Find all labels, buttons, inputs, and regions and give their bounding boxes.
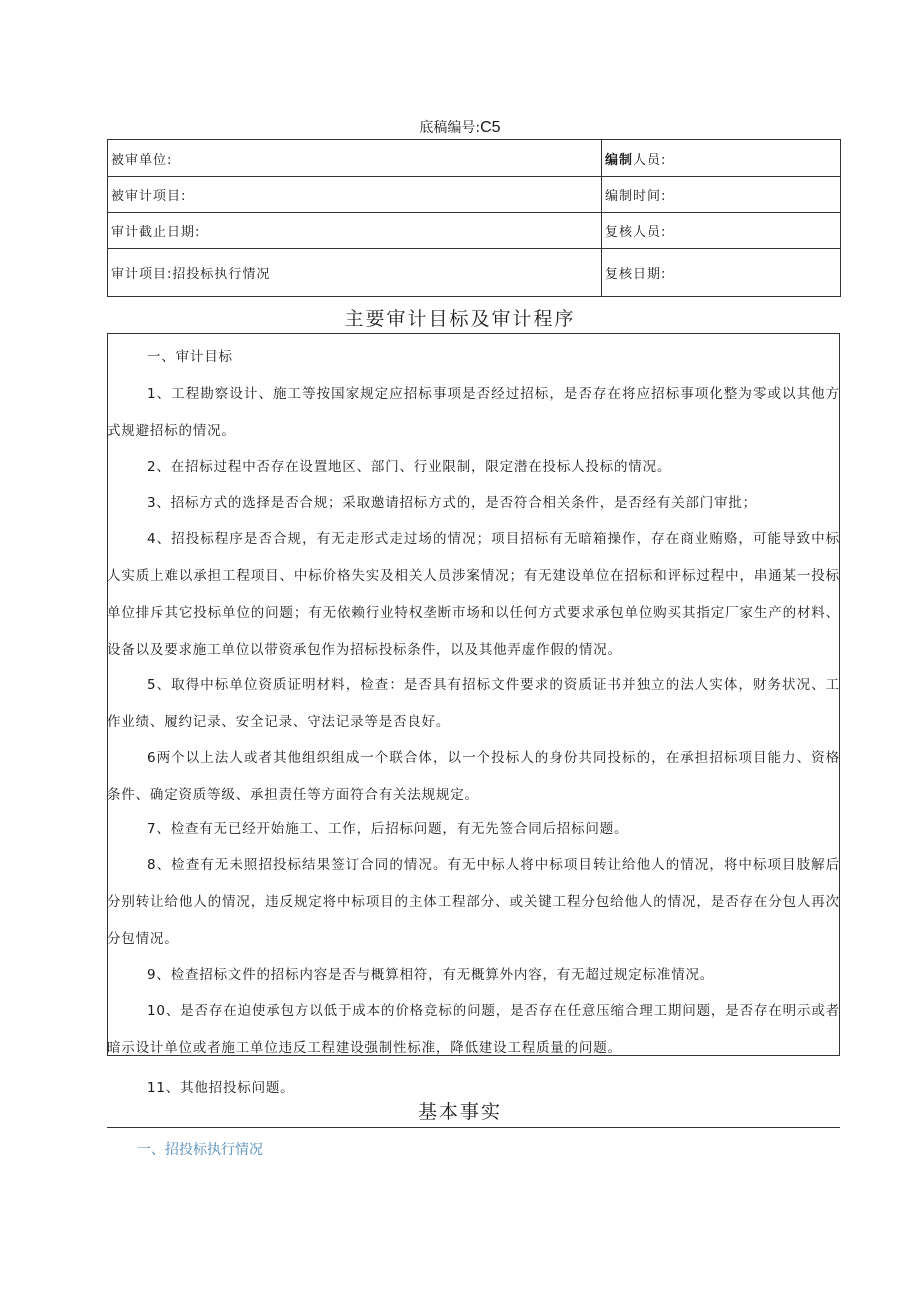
procedure-item-10: 10、是否存在迫使承包方以低于成本的价格竞标的问题，是否存在任意压缩合理工期问题，是否存在明示或者暗示设计单位或者施工单位违反工程建设强制性标准，降低建设工程质量的问题。 (107, 1003, 840, 1056)
procedure-item-11: 11、其他招投标问题。 (147, 1080, 295, 1096)
workpaper-code-label: 底稿编号: (419, 120, 481, 136)
procedure-item-4: 4、招投标程序是否合规，有无走形式走过场的情况；项目招标有无暗箱操作，存在商业贿赂，可能导致中标人实质上难以承担工程项目、中标价格失实及相关人员涉案情况；有无建设单位在招标和评标过程中，串通某一投标单位排斥其它投标单位的问题；有无依赖行业特权垄断市场和以任何方式要求承包单位购买其指定厂家生产的材料、设备以及要求施工单位以带资承包作为招标投标条件，以及其他弄虚作假的情况。 (107, 531, 840, 658)
audit-item-cell: 审计项目:招投标执行情况 (108, 249, 602, 297)
workpaper-code-value: C5 (480, 119, 501, 136)
procedure-item-5: 5、取得中标单位资质证明材料，检查：是否具有招标文件要求的资质证书并独立的法人实体，财务状况、工作业绩、履约记录、安全记录、守法记录等是否良好。 (107, 677, 840, 730)
header-row (108, 213, 841, 249)
procedure-item-1: 1、工程勘察设计、施工等按国家规定应招标事项是否经过招标，是否存在将应招标事项化整为零或以其他方式规避招标的情况。 (107, 386, 840, 439)
procedure-item-3: 3、招标方式的选择是否合规；采取邀请招标方式的，是否符合相关条件，是否经有关部门审批； (147, 495, 757, 511)
review-date-cell: 复核日期: (602, 249, 841, 297)
prepared-date-cell: 编制时间: (602, 177, 841, 213)
audited-project-cell: 被审计项目: (108, 177, 602, 213)
procedure-item-6: 6两个以上法人或者其他组织组成一个联合体，以一个投标人的身份共同投标的，在承担招标项目能力、资格条件、确定资质等级、承担责任等方面符合有关法规规定。 (107, 750, 840, 803)
header-row (108, 249, 841, 297)
facts-divider (107, 1127, 840, 1128)
objective-heading: 一、审计目标 (147, 349, 233, 365)
facts-item-1: 一、招投标执行情况 (137, 1142, 263, 1158)
preparer-label-rest: 人员: (633, 152, 667, 168)
procedure-item-9: 9、检查招标文件的招标内容是否与概算相符，有无概算外内容，有无超过规定标准情况。 (147, 967, 715, 983)
preparer-cell (602, 140, 841, 177)
procedure-item-8: 8、检查有无未照招投标结果签订合同的情况。有无中标人将中标项目转让给他人的情况，将中标项目肢解后分别转让给他人的情况，违反规定将中标项目的主体工程部分、或关键工程分包给他人的情况，是否存在分包人再次分包情况。 (107, 857, 840, 947)
facts-title: 基本事实 (417, 1101, 502, 1123)
cutoff-date-cell: 审计截止日期: (108, 213, 602, 249)
preparer-label-bold: 编制 (605, 152, 634, 168)
procedure-item-7: 7、检查有无已经开始施工、工作，后招标问题，有无先签合同后招标问题。 (147, 821, 629, 837)
workpaper-code (0, 119, 920, 137)
header-row (108, 177, 841, 213)
header-info-table (107, 139, 841, 297)
reviewer-cell: 复核人员: (602, 213, 841, 249)
header-row (108, 140, 841, 177)
procedures-title: 主要审计目标及审计程序 (344, 308, 576, 330)
procedure-item-2: 2、在招标过程中否存在设置地区、部门、行业限制，限定潜在投标人投标的情况。 (147, 459, 672, 475)
audited-unit-cell: 被审单位: (108, 140, 602, 177)
